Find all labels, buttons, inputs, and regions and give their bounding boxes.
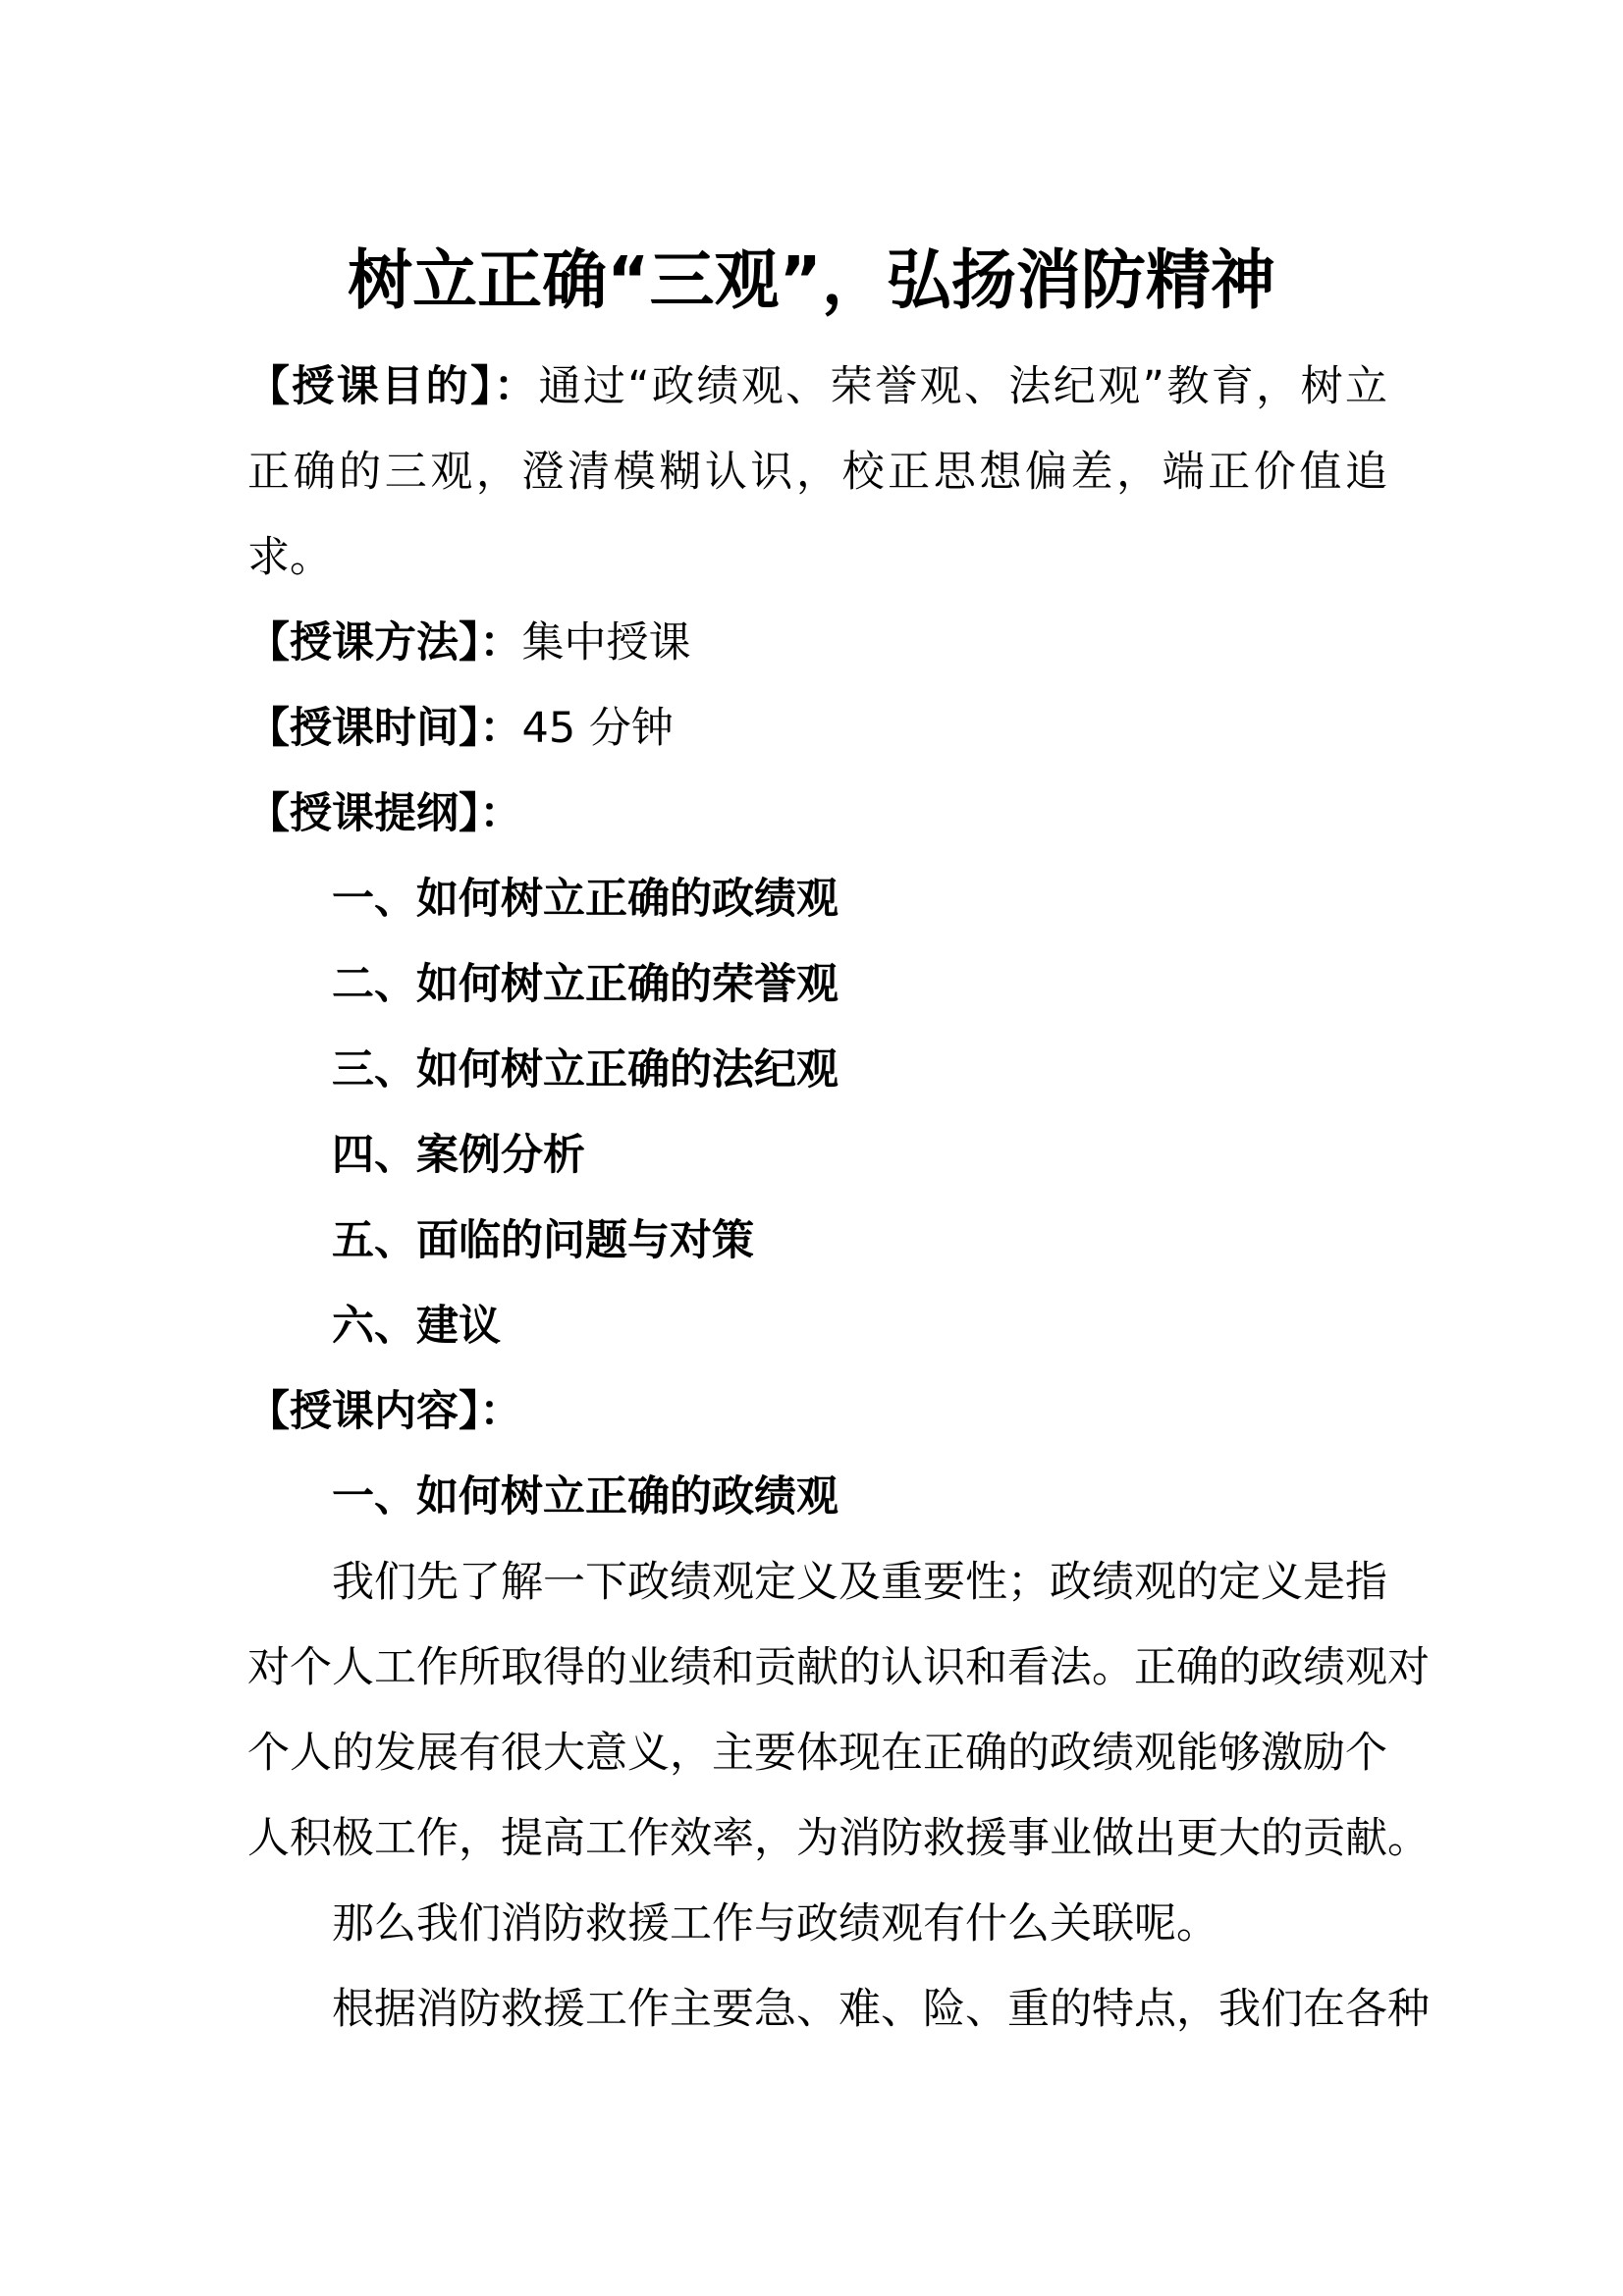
outline-item: 三、如何树立正确的法纪观 <box>332 1045 839 1095</box>
paragraph-line: 我们先了解一下政绩观定义及重要性；政绩观的定义是指 <box>332 1558 1387 1607</box>
outline-label: 【授课提纲】： <box>247 789 522 838</box>
outline-item: 四、案例分析 <box>332 1131 585 1180</box>
outline-item: 二、如何树立正确的荣誉观 <box>332 960 839 1009</box>
purpose-line-2: 正确的三观，澄清模糊认识，校正思想偏差，端正价值追 <box>247 448 1387 497</box>
purpose-line-3: 求。 <box>247 533 332 582</box>
outline-item: 六、建议 <box>332 1302 501 1351</box>
document-body <box>247 345 1430 2053</box>
method-label: 【授课方法】： <box>247 618 522 667</box>
purpose-label: 【授课目的】： <box>247 362 539 411</box>
outline-item: 一、如何树立正确的政绩观 <box>332 875 839 924</box>
paragraph-line: 人积极工作，提高工作效率，为消防救援事业做出更大的贡献。 <box>247 1814 1430 1863</box>
duration-value: 45 分钟 <box>521 704 674 753</box>
method-value: 集中授课 <box>521 618 691 667</box>
outline-item: 五、面临的问题与对策 <box>332 1216 754 1265</box>
paragraph-line: 根据消防救援工作主要急、难、险、重的特点，我们在各种 <box>332 1985 1430 2034</box>
duration-label: 【授课时间】： <box>247 704 522 753</box>
paragraph-line: 对个人工作所取得的业绩和贡献的认识和看法。正确的政绩观对 <box>247 1643 1430 1692</box>
method-line <box>247 601 1387 686</box>
document-title: 树立正确“三观”，弘扬消防精神 <box>348 242 1275 318</box>
content-label: 【授课内容】： <box>247 1387 522 1436</box>
paragraph-line: 那么我们消防救援工作与政绩观有什么关联呢。 <box>332 1899 1218 1949</box>
section-heading: 一、如何树立正确的政绩观 <box>332 1472 839 1522</box>
duration-line <box>247 686 1387 772</box>
purpose-line-1: 【授课目的】：通过“政绩观、荣誉观、法纪观”教育，树立 <box>247 362 1387 411</box>
paragraph-line: 个人的发展有很大意义，主要体现在正确的政绩观能够激励个 <box>247 1729 1387 1778</box>
